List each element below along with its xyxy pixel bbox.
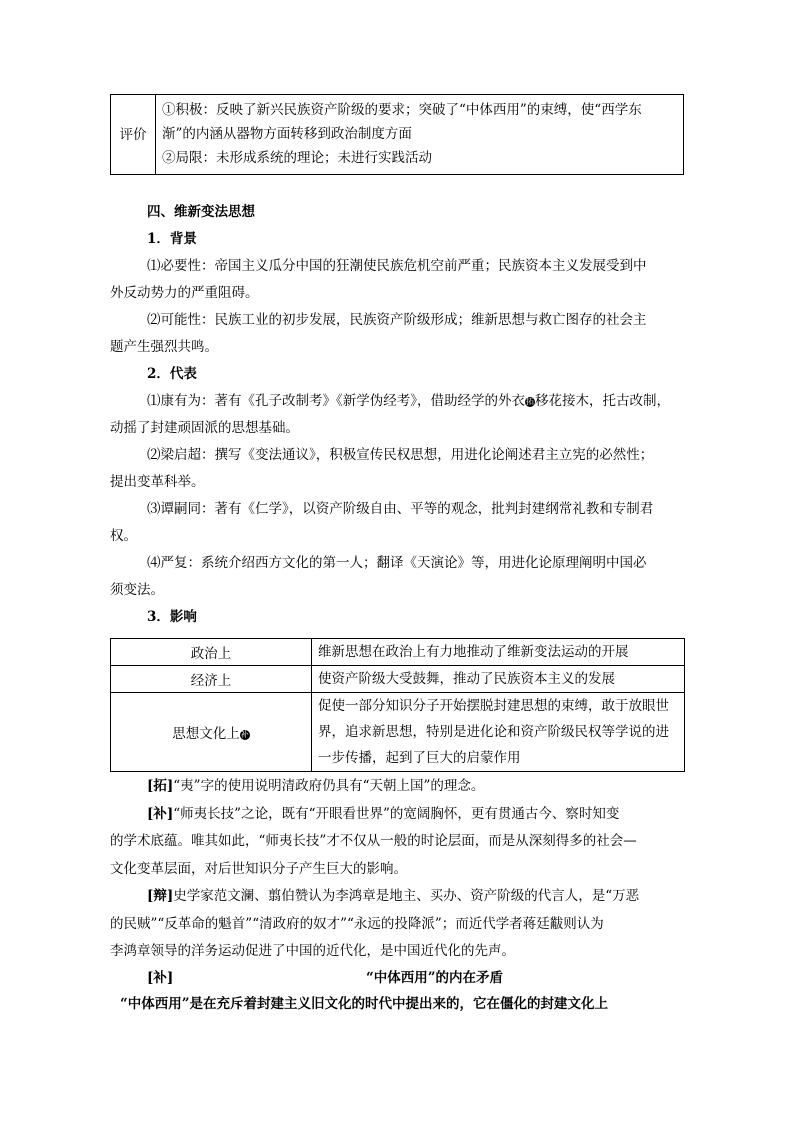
paragraph-line: 文化变革层面，对后世知识分子产生巨大的影响。 [110, 860, 407, 877]
annotation-tag: [补] [147, 970, 174, 986]
paragraph-line: 权。 [110, 528, 137, 544]
impact-key-text: 思想文化上 [172, 726, 240, 742]
impact-key: 经济上 [111, 666, 312, 693]
background-heading: 1．背景 [147, 231, 197, 247]
evaluation-line: ②局限：未形成系统的理论；未进行实践活动 [162, 150, 432, 166]
paragraph-line: 的民贼”“反革命的魁首”“清政府的奴才”“永远的投降派”；而近代学者蒋廷黻则认为 [110, 915, 604, 932]
contradiction-heading [147, 966, 684, 990]
paragraph-line: 动摇了封建顽固派的思想基础。 [110, 420, 299, 436]
annotation-paragraph [110, 883, 684, 911]
paragraph-line: ⑷严复：系统介绍西方文化的第一人；翻译《天演论》等，用进化论原理阐明中国必 [147, 555, 647, 571]
paragraph-line: 须变法。 [110, 582, 164, 598]
paragraph-line: 提出变革科举。 [110, 474, 205, 490]
paragraph-line [110, 388, 684, 415]
evaluation-line: ①积极：反映了新兴民族资产阶级的要求；突破了“中体西用”的束缚，使“西学东 [162, 102, 642, 118]
section-heading: 四、维新变法思想 [147, 204, 255, 220]
impact-value-line: 促使一部分知识分子开始摆脱封建思想的束缚，敢于放眼世 [318, 698, 669, 714]
paragraph-line: 题产生强烈共鸣。 [110, 339, 218, 355]
evaluation-line: 渐”的内涵从器物方面转移到政治制度方面 [162, 126, 412, 142]
representatives-heading: 2．代表 [147, 366, 197, 382]
text-run: 移花接木，托古改制， [535, 393, 670, 409]
text-run: ⑴康有为：著有《孔子改制考》《新学伪经考》，借助经学的外衣 [147, 393, 525, 409]
impact-key [111, 693, 312, 772]
table-row [111, 693, 685, 772]
paragraph-line: 李鸿章领导的洋务运动促进了中国的近代化，是中国近代化的先声。 [110, 943, 515, 959]
table-row [111, 666, 685, 693]
annotations [110, 773, 684, 966]
impact-value: 维新思想在政治上有力地推动了维新变法运动的开展 [312, 639, 685, 666]
paragraph-line: ⑴必要性：帝国主义瓜分中国的狂潮使民族危机空前严重；民族资本主义发展受到中 [147, 258, 647, 274]
impact-heading: 3．影响 [147, 609, 197, 625]
paragraph-line: 的学术底蕴。唯其如此，“师夷长技”才不仅从一般的时论层面，而是从深刻得多的社会— [110, 833, 637, 849]
annotation-mark: 拓 [526, 396, 534, 406]
impact-value: 使资产阶级大受鼓舞，推动了民族资本主义的发展 [312, 666, 685, 693]
annotation-paragraph [110, 801, 684, 829]
text-run: “夷”字的使用说明清政府仍具有“天朝上国”的理念。 [173, 778, 485, 794]
evaluation-label: 评价 [111, 95, 156, 175]
contradiction-title: “中体西用”的内在矛盾 [366, 970, 504, 986]
paragraph-line: ⑶谭嗣同：著有《仁学》，以资产阶级自由、平等的观念，批判封建纲常礼教和专制君 [147, 501, 654, 517]
paragraph-line: ⑵梁启超：撰写《变法通议》，积极宣传民权思想，用进化论阐述君主立宪的必然性； [147, 447, 654, 463]
annotation-tag: [补] [147, 805, 174, 822]
paragraph-line: 外反动势力的严重阻碍。 [110, 285, 259, 301]
section-reform-thought [110, 199, 684, 631]
final-paragraph [110, 991, 684, 1019]
impact-value-line: 一步传播，起到了巨大的启蒙作用 [318, 750, 521, 766]
evaluation-content [156, 95, 684, 175]
evaluation-table [110, 94, 684, 175]
annotation-tag: [拓] [147, 778, 174, 794]
annotation-mark: 补 [240, 729, 249, 739]
text-run: 史学家范文澜、翦伯赞认为李鸿章是地主、买办、资产阶级的代言人，是“万恶 [173, 888, 640, 904]
impact-value-line: 界，追求新思想，特别是进化论和资产阶级民权等学说的进 [318, 724, 669, 740]
annotation-paragraph [110, 773, 684, 801]
paragraph-line: ⑵可能性：民族工业的初步发展，民族资产阶级形成；维新思想与救亡图存的社会主 [147, 312, 647, 328]
impact-table [110, 638, 685, 772]
annotation-tag: [辩] [147, 888, 174, 904]
text-run: “师夷长技”之论，既有“开眼看世界”的宽阔胸怀，更有贯通古今、察时知变 [173, 805, 620, 822]
table-row [111, 639, 685, 666]
impact-value [312, 693, 685, 772]
paragraph-line: “中体西用”是在充斥着封建主义旧文化的时代中提出来的，它在僵化的封建文化上 [120, 996, 609, 1012]
impact-key: 政治上 [111, 639, 312, 666]
